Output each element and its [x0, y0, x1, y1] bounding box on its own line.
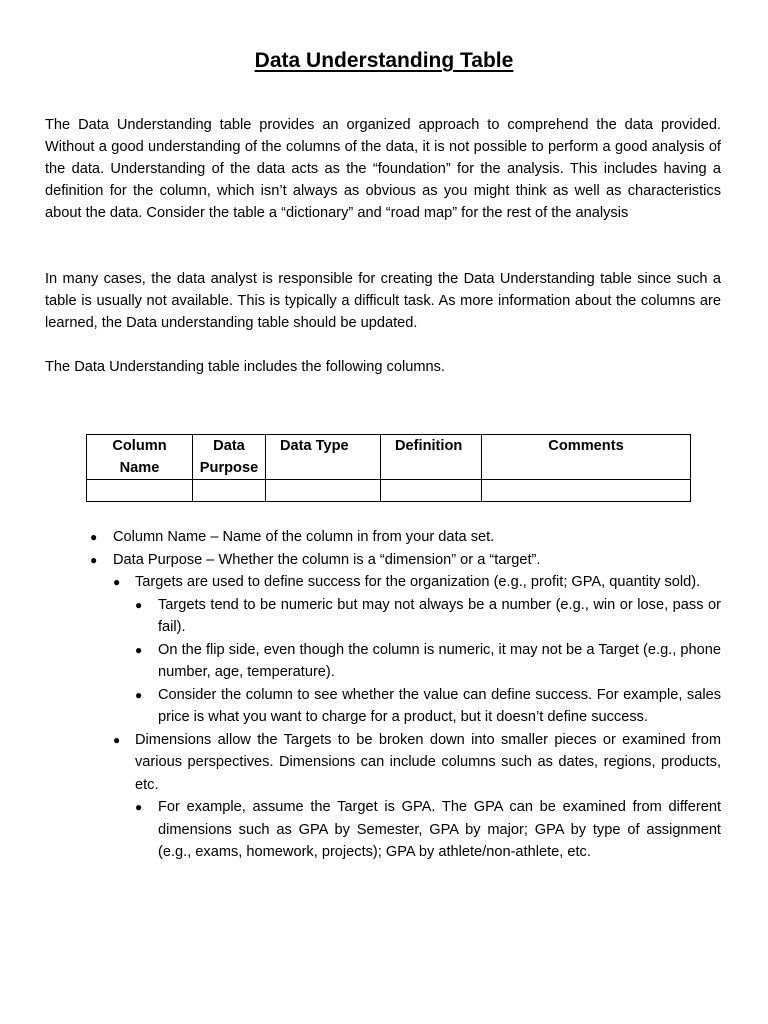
table-cell	[193, 480, 266, 502]
document-title: Data Understanding Table	[254, 49, 514, 72]
header-column-name: Column Name	[87, 435, 193, 480]
list-item: ● Data Purpose – Whether the column is a “dimension” or a “target”.	[45, 549, 721, 572]
bullet-icon: ●	[135, 642, 143, 657]
bullet-icon: ●	[113, 575, 121, 589]
column-description-list	[45, 526, 721, 864]
bullet-icon: ●	[90, 530, 98, 544]
bullet-icon: ●	[135, 800, 143, 814]
data-understanding-table	[86, 434, 691, 502]
table-header-row	[87, 435, 691, 480]
list-item: ● Targets are used to define success for the organization (e.g., profit; GPA, quantity sold).	[45, 571, 721, 594]
header-data-purpose: Data Purpose	[193, 435, 266, 480]
list-item: ● On the flip side, even though the column is numeric, it may not be a Target (e.g., phone number, age, temperature).	[45, 639, 721, 684]
intro-paragraph: The Data Understanding table provides an organized approach to comprehend the data provided. Without a good understanding of the columns of the data, it is not possible to perform a good analysis of the data. Understanding of the data acts as the “foundation” for the analysis. This includes having a definition for the column, which isn’t always as obvious as you might think as well as characteristics about the data. Consider the table a “dictionary” and “road map” for the rest of the analysis	[45, 117, 721, 221]
list-item: ● Targets tend to be numeric but may not always be a number (e.g., win or lose, pass or fail).	[45, 594, 721, 639]
list-item: ● Consider the column to see whether the value can define success. For example, sales price is what you want to charge for a product, but it doesn’t define success.	[45, 684, 721, 729]
list-item: ● Dimensions allow the Targets to be broken down into smaller pieces or examined from various perspectives. Dimensions can include columns such as dates, regions, products, etc.	[45, 729, 721, 797]
table-cell	[87, 480, 193, 502]
table-cell	[266, 480, 381, 502]
bullet-icon: ●	[90, 552, 98, 567]
header-definition: Definition	[381, 435, 482, 480]
columns-intro-paragraph: The Data Understanding table includes the following columns.	[45, 359, 445, 375]
analyst-paragraph: In many cases, the data analyst is responsible for creating the Data Understanding table since such a table is usually not available. This is typically a difficult task. As more information about the columns are learned, the Data understanding table should be updated.	[45, 271, 721, 331]
bullet-icon: ●	[135, 597, 143, 612]
table-row	[87, 480, 691, 502]
header-data-type: Data Type	[266, 435, 381, 480]
bullet-icon: ●	[135, 687, 143, 702]
list-item: ● Column Name – Name of the column in from your data set.	[45, 526, 721, 549]
table-cell	[482, 480, 691, 502]
list-item: ● For example, assume the Target is GPA. The GPA can be examined from different dimensions such as GPA by Semester, GPA by major; GPA by type of assignment (e.g., exams, homework, projects); GPA by athlete/non-athlete, etc.	[45, 796, 721, 864]
header-comments: Comments	[482, 435, 691, 480]
bullet-icon: ●	[113, 732, 121, 747]
table-cell	[381, 480, 482, 502]
